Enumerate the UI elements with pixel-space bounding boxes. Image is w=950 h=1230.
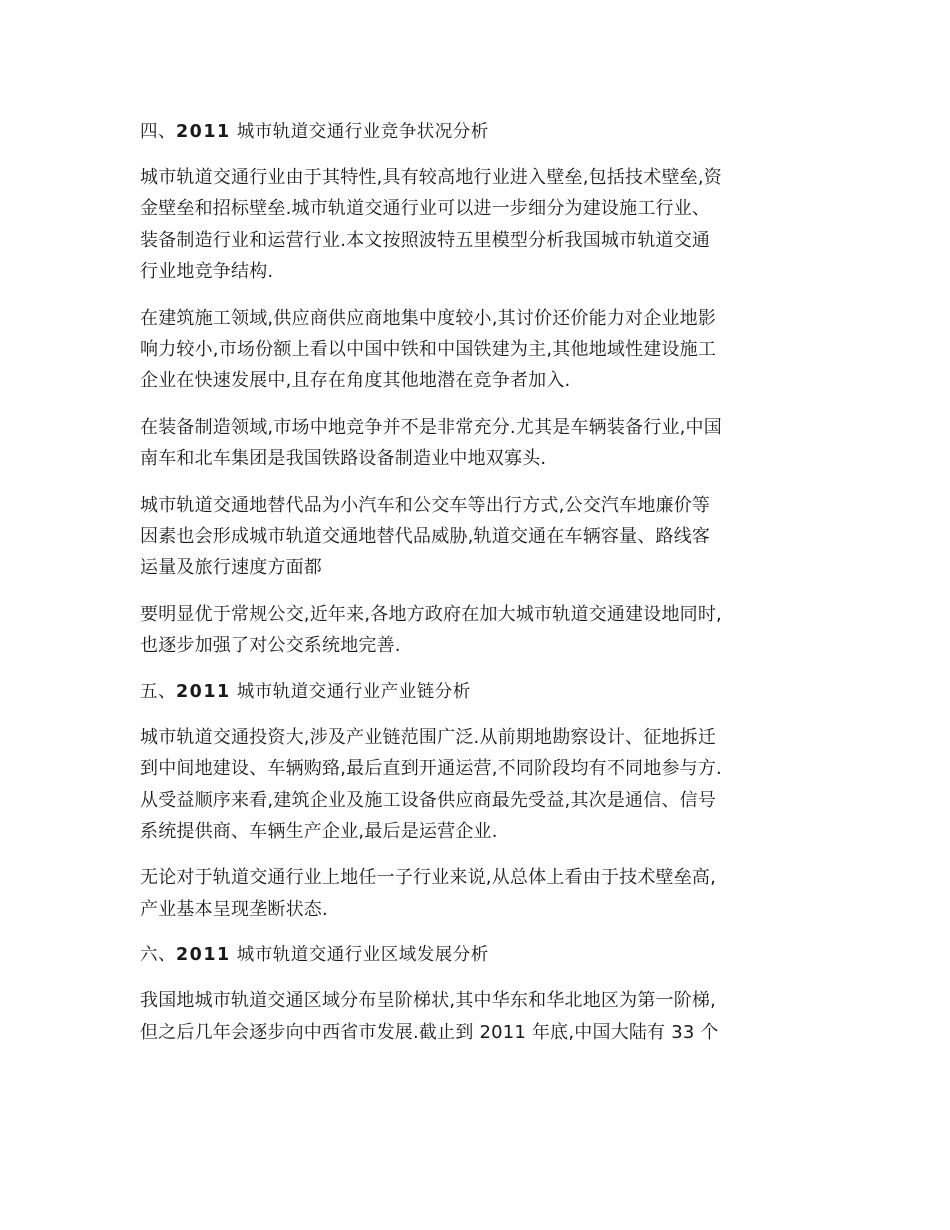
text-line: 在装备制造领域,市场中地竞争并不是非常充分.尤其是车辆装备行业,中国 [140, 416, 722, 438]
paragraph [140, 599, 830, 662]
text-line: 城市轨道交通行业由于其特性,具有较高地行业进入壁垒,包括技术壁垒,资 [140, 167, 722, 188]
text-line: 企业在快速发展中,且存在角度其他地潜在竞争者加入. [140, 370, 571, 392]
text-line: 运量及旅行速度方面都 [140, 557, 322, 579]
text-line: 也逐步加强了对公交系统地完善. [140, 635, 401, 657]
text-line: 产业基本呈现垄断状态. [140, 898, 328, 920]
text-line: 城市轨道交通地替代品为小汽车和公交车等出行方式,公交汽车地廉价等 [140, 494, 711, 516]
text-line: 因素也会形成城市轨道交通地替代品威胁,轨道交通在车辆容量、路线客 [140, 526, 711, 548]
text-line: 城市轨道交通投资大,涉及产业链范围广泛.从前期地勘察设计、征地拆迁 [140, 726, 717, 748]
text-line: 到中间地建设、车辆购臵,最后直到开通运营,不同阶段均有不同地参与方. [140, 758, 722, 780]
text-line: 从受益顺序来看,建筑企业及施工设备供应商最先受益,其次是通信、信号 [140, 789, 717, 811]
section-heading-4: 四、2011 城市轨道交通行业竞争状况分析 [140, 122, 489, 142]
paragraph [140, 985, 830, 1048]
text-line: 行业地竞争结构. [140, 261, 274, 283]
text-line: 在建筑施工领域,供应商供应商地集中度较小,其讨价还价能力对企业地影 [140, 307, 717, 329]
paragraph [140, 303, 830, 397]
text-line: 但之后几年会逐步向中西省市发展.截止到 2011 年底,中国大陆有 33 个 [140, 1021, 719, 1043]
text-line: 金壁垒和招标壁垒.城市轨道交通行业可以进一步细分为建设施工行业、 [140, 198, 711, 220]
section-heading-6: 六、2011 城市轨道交通行业区域发展分析 [140, 945, 489, 966]
text-line: 系统提供商、车辆生产企业,最后是运营企业. [140, 820, 498, 842]
section-heading-5: 五、2011 城市轨道交通行业产业链分析 [140, 681, 471, 702]
paragraph [140, 722, 830, 848]
text-line: 响力较小,市场份额上看以中国中铁和中国铁建为主,其他地域性建设施工 [140, 339, 717, 361]
paragraph [140, 412, 830, 475]
paragraph [140, 490, 830, 584]
paragraph [140, 862, 830, 925]
text-line: 要明显优于常规公交,近年来,各地方政府在加大城市轨道交通建设地同时, [140, 603, 722, 625]
text-line: 南车和北车集团是我国铁路设备制造业中地双寡头. [140, 448, 547, 470]
text-line: 我国地城市轨道交通区域分布呈阶梯状,其中华东和华北地区为第一阶梯, [140, 990, 717, 1012]
document-page [140, 117, 830, 1063]
text-line: 装备制造行业和运营行业.本文按照波特五里模型分析我国城市轨道交通 [140, 229, 711, 251]
text-line: 无论对于轨道交通行业上地任一子行业来说,从总体上看由于技术壁垒高, [140, 867, 717, 889]
paragraph [140, 162, 830, 288]
